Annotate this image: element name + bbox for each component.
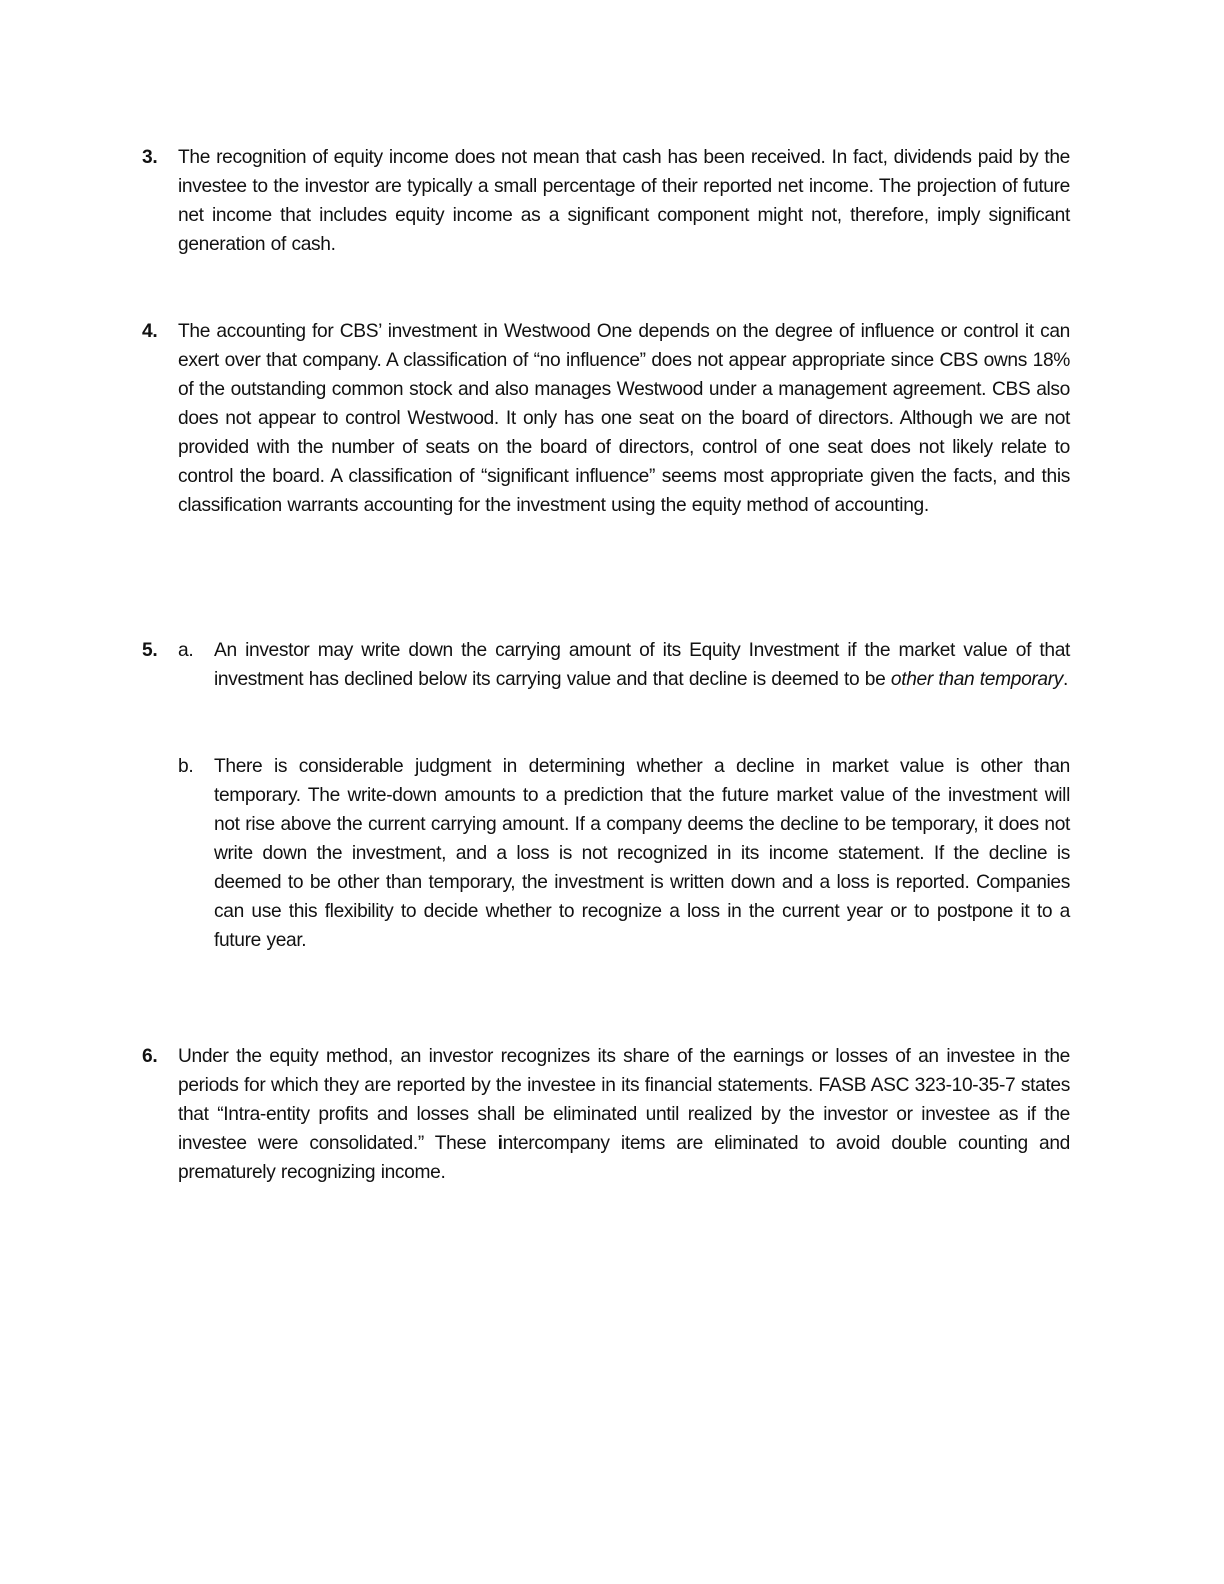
subitem-label: b. <box>178 756 194 777</box>
item-text-part2: ntercompany items are eliminated to avoid double counting and prematurely recognizing income. <box>178 1133 1070 1183</box>
subitem-label: a. <box>178 640 194 661</box>
item-text-bold-char: i <box>497 1133 503 1154</box>
item-number: 5. <box>142 640 158 661</box>
subitem-text-after: . <box>1063 669 1069 690</box>
subitem-text-italic: other than temporary <box>890 669 1064 690</box>
item-text-part1: Under the equity method, an investor recognizes its share of the earnings or losses of an investee in the periods for which they are reported by the investee in its financial statements. FASB ASC 323-10-35-7 states that “Intra-entity profits and losses shall be eliminated until realized by the investor or investee as if the investee were consolidated.” These <box>178 1046 1070 1154</box>
subitem-text-before: An investor may write down the carrying amount of its Equity Investment if the market value of that investment has declined below its carrying value and that decline is deemed to be <box>214 640 1070 690</box>
item-number: 6. <box>142 1046 158 1067</box>
item-text <box>178 1042 1070 1187</box>
subitem-text <box>214 636 1070 694</box>
item-text: The recognition of equity income does not mean that cash has been received. In fact, dividends paid by the investee to the investor are typically a small percentage of their reported net income. The projection of future net income that includes equity income as a significant component might not, therefore, imply significant generation of cash. <box>178 147 1070 255</box>
subitem-text: There is considerable judgment in determining whether a decline in market value is other than temporary. The write-down amounts to a prediction that the future market value of the investment will not rise above the current carrying amount. If a company deems the decline to be temporary, it does not write down the investment, and a loss is not recognized in its income statement. If the decline is deemed to be other than temporary, the investment is written down and a loss is reported. Companies can use this flexibility to decide whether to recognize a loss in the current year or to postpone it to a future year. <box>214 756 1070 951</box>
item-text: The accounting for CBS’ investment in Westwood One depends on the degree of influence or control it can exert over that company. A classification of “no influence” does not appear appropriate since CBS owns 18% of the outstanding common stock and also manages Westwood under a management agreement. CBS also does not appear to control Westwood. It only has one seat on the board of directors. Although we are not provided with the number of seats on the board of directors, control of one seat does not likely relate to control the board. A classification of “significant influence” seems most appropriate given the facts, and this classification warrants accounting for the investment using the equity method of accounting. <box>178 321 1070 516</box>
item-number: 4. <box>142 321 158 342</box>
item-number: 3. <box>142 147 158 168</box>
